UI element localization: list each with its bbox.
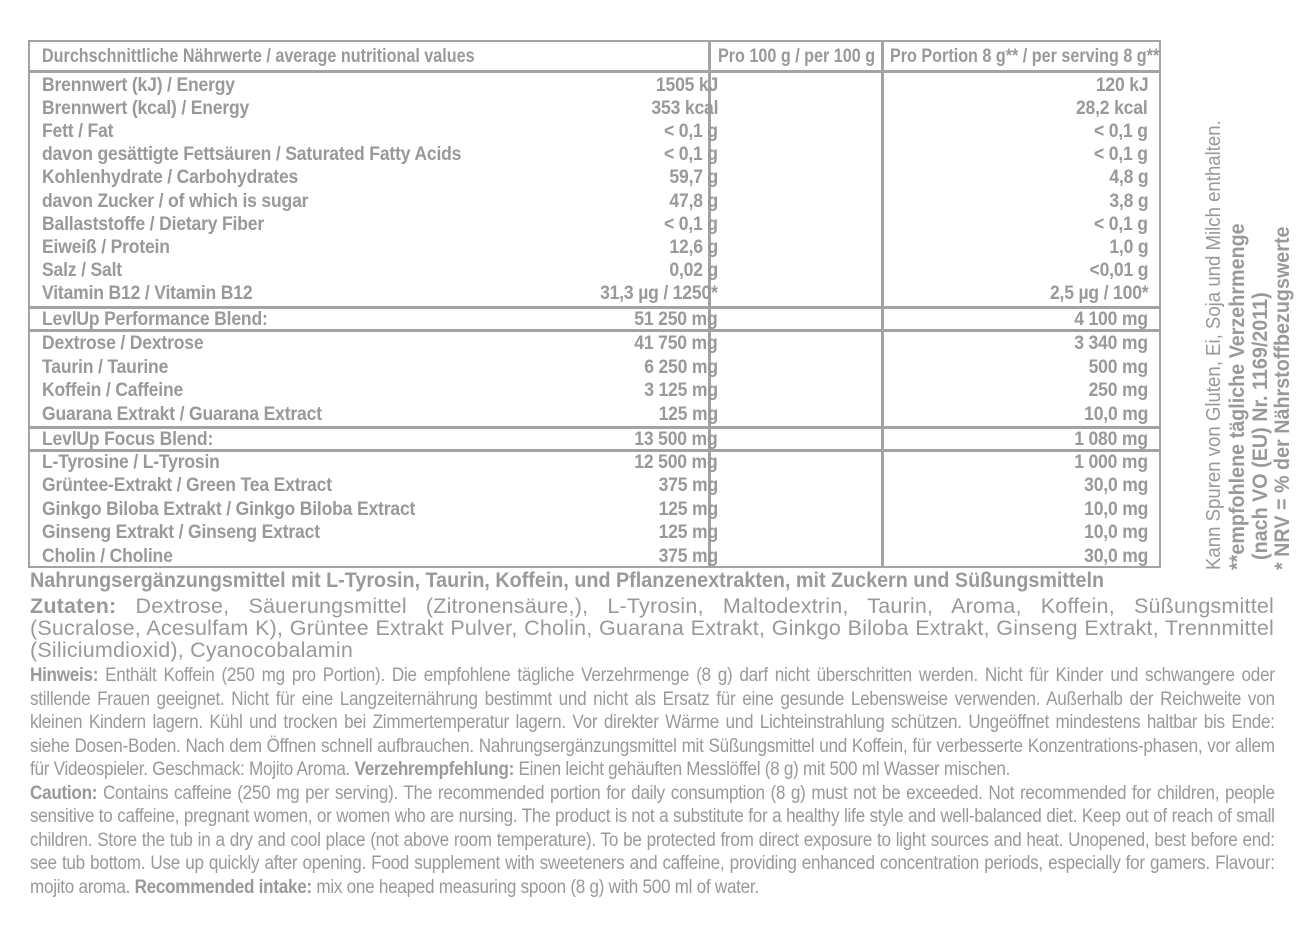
value-per-serving: 3,8 g [1108,189,1148,212]
caution-text: Contains caffeine (250 mg per serving). The recommended portion for daily consumption (8 g) must not be exceeded. Not recommended for children, people sensitive to caffeine, pregnant women, or women who are nursing. The product is not a substitute for a healthy life style and well-balanced diet. Keep out of reach of small children. Store the tub in a dry and cool place (not above room temperature). To be protected from direct exposure to light sources and heat. Unopened, best before end: see tub bottom. Use up quickly after opening. Food supplement with sweeteners and caffeine, providing enhanced concentration periods, especially for gamers. Flavour: mojito aroma. [30,782,1275,898]
nutrient-name: Grüntee-Extrakt / Green Tea Extract [42,474,332,497]
label-text [30,568,1274,899]
header-per100: Pro 100 g / per 100 g [718,46,876,67]
nutrient-name: Brennwert (kcal) / Energy [42,97,250,120]
value-per-100g: 125 mg [658,497,718,520]
ingredients [30,595,1274,661]
nutrient-name: davon Zucker / of which is sugar [42,189,309,212]
value-per-serving: 1,0 g [1108,235,1148,258]
nutrient-name: Guarana Extrakt / Guarana Extract [42,402,322,425]
value-per-serving: 2,5 µg / 100* [1049,281,1148,304]
ingredients-label: Zutaten: [30,594,117,618]
serving-footnote: **empfohlene tägliche Verzehrmenge [1226,223,1249,570]
caution-intake-label: Recommended intake: [134,876,312,898]
value-per-serving: 4,8 g [1108,166,1148,189]
hinweis-intake-label: Verzehrempfehlung: [354,759,515,780]
nutrient-name: Dextrose / Dextrose [42,332,204,354]
value-per-serving: 250 mg [1088,379,1148,401]
value-per-100g: 353 kcal [651,97,718,120]
nutrient-name: L-Tyrosine / L-Tyrosin [42,451,220,473]
value-per-serving: < 0,1 g [1094,143,1148,166]
nrv-footnote: * NRV = % der Nährstoffbezugswerte [1271,226,1294,570]
supplement-description: Nahrungsergänzungsmittel mit L-Tyrosin, Taurin, Koffein, und Pflanzenextrakten, mit Zuckern und Süßungsmitteln [30,569,1105,592]
value-per-serving: < 0,1 g [1094,120,1148,143]
nutrient-name: LevlUp Focus Blend: [42,428,214,450]
nutrient-name: Taurin / Taurine [42,355,169,378]
hinweis-label: Hinweis: [30,665,99,686]
value-per-100g: < 0,1 g [664,143,718,166]
header-name: Durchschnittliche Nährwerte / average nutritional values [42,46,475,67]
row-divider [30,70,1159,73]
value-per-100g: 31,3 µg / 1250* [600,281,718,304]
value-per-100g: 1505 kJ [655,74,718,96]
nutrient-name: Ginseng Extrakt / Ginseng Extract [42,521,320,544]
value-per-serving: 28,2 kcal [1076,97,1148,120]
hinweis-intake-text: Einen leicht gehäuften Messlöffel (8 g) mit 500 ml Wasser mischen. [514,759,1011,780]
value-per-100g: 375 mg [658,474,718,497]
hinweis-text: Enthält Koffein (250 mg pro Portion). Die empfohlene tägliche Verzehrmenge (8 g) darf nicht überschritten werden. Nicht für Kinder und schwangere oder stillende Frauen geeignet. Nicht für eine Langzeiternährung bestimmt und nicht als Ersatz für eine gesunde Lebensweise verwenden. Außerhalb der Reichweite von kleinen Kindern lagern. Kühl und trocken bei Zimmertemperatur lagern. Vor direkter Wärme und Lichteinstrahlung schützen. Ungeöffnet mindestens haltbar bis Ende: siehe Dosen-Boden. Nach dem Öffnen schnell aufbrauchen. Nahrungsergänzungsmittel mit Süßungsmittel und Koffein, für verbesserte Konzentrations-phasen, vor allem für Videospieler. Geschmack: Mojito Aroma. [30,665,1275,780]
value-per-100g: < 0,1 g [664,120,718,143]
caution-paragraph [30,782,1275,900]
value-per-serving: < 0,1 g [1094,212,1148,235]
vertical-footnotes [1171,40,1296,570]
value-per-100g: 13 500 mg [634,428,718,450]
nutrition-table [28,40,1161,568]
value-per-100g: 12,6 g [669,235,718,258]
value-per-serving: 1 080 mg [1074,428,1148,450]
hinweis-paragraph [30,664,1275,782]
value-per-serving: 30,0 mg [1083,474,1148,497]
value-per-serving: 10,0 mg [1083,402,1148,425]
value-per-100g: < 0,1 g [664,212,718,235]
caution-intake-text: mix one heaped measuring spoon (8 g) with 500 ml of water. [311,876,759,898]
nutrient-name: Kohlenhydrate / Carbohydrates [42,166,299,189]
nutrient-name: davon gesättigte Fettsäuren / Saturated Fatty Acids [42,143,462,166]
value-per-100g: 12 500 mg [634,451,718,473]
value-per-serving: 500 mg [1088,355,1148,378]
value-per-serving: 10,0 mg [1083,497,1148,520]
nrv-regulation: (nach VO (EU) Nr. 1169/2011) [1249,292,1272,560]
value-per-serving: 3 340 mg [1074,332,1148,354]
value-per-100g: 125 mg [658,402,718,425]
nutrient-name: Eiweiß / Protein [42,235,170,258]
nutrient-name: Brennwert (kJ) / Energy [42,74,235,96]
value-per-100g: 59,7 g [669,166,718,189]
ingredients-text: Dextrose, Säuerungsmittel (Zitronensäure,), L-Tyrosin, Maltodextrin, Taurin, Aroma, Koffein, Süßungsmittel (Sucralose, Acesulfam K), Grüntee Extrakt Pulver, Cholin, Guarana Extrakt, Ginkgo Biloba Extrakt, Ginseng Extrakt, Trennmittel (Siliciumdioxid), Cyanocobalamin [30,594,1274,662]
value-per-100g: 0,02 g [669,258,718,281]
value-per-100g: 375 mg [658,544,718,567]
nutrient-name: Koffein / Caffeine [42,379,184,401]
nutrient-name: Ginkgo Biloba Extrakt / Ginkgo Biloba Extract [42,497,416,520]
value-per-serving: 120 kJ [1095,74,1148,96]
value-per-100g: 41 750 mg [634,332,718,354]
value-per-100g: 125 mg [658,521,718,544]
value-per-serving: 4 100 mg [1074,308,1148,330]
value-per-100g: 51 250 mg [634,308,718,330]
nutrient-name: Cholin / Choline [42,544,173,567]
nutrient-name: Salz / Salt [42,258,122,281]
allergen-footnote: Kann Spuren von Gluten, Ei, Soja und Milch enthalten. [1203,120,1225,570]
nutrient-name: LevlUp Performance Blend: [42,308,268,330]
nutrient-name: Fett / Fat [42,120,114,143]
column-divider [881,42,884,566]
value-per-serving: <0,01 g [1089,258,1148,281]
value-per-serving: 1 000 mg [1074,451,1148,473]
nutrient-name: Ballaststoffe / Dietary Fiber [42,212,265,235]
nutrient-name: Vitamin B12 / Vitamin B12 [42,281,253,304]
value-per-100g: 3 125 mg [644,379,718,401]
value-per-100g: 47,8 g [669,189,718,212]
caution-label: Caution: [30,782,98,804]
value-per-serving: 10,0 mg [1083,521,1148,544]
header-per-serving: Pro Portion 8 g** / per serving 8 g** [890,46,1160,67]
value-per-100g: 6 250 mg [644,355,718,378]
value-per-serving: 30,0 mg [1083,544,1148,567]
